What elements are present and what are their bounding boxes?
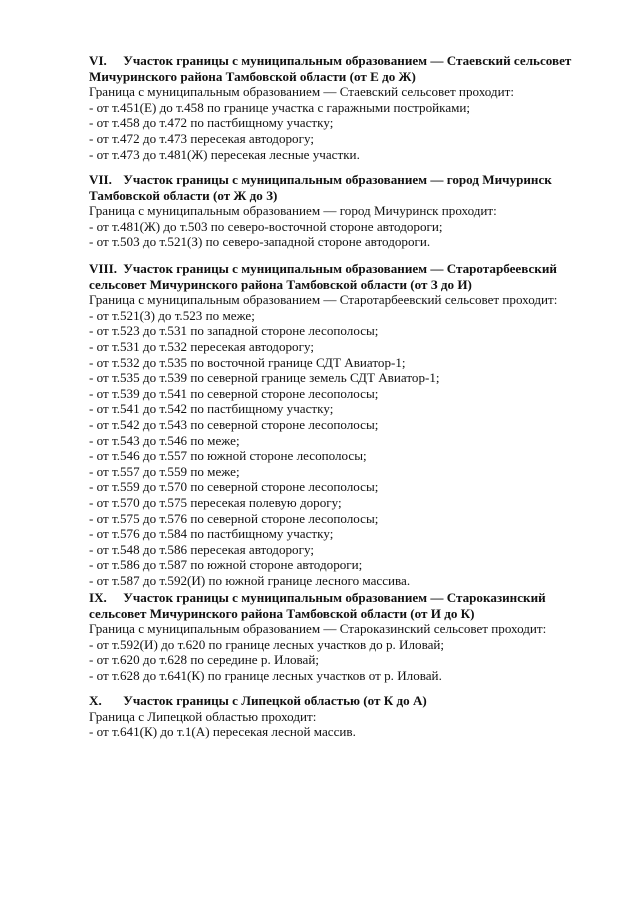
boundary-item: - от т.535 до т.539 по северной границе земель СДТ Авиатор-1; [89,370,440,386]
section-vi [89,53,589,162]
section-title-continued: Мичуринского района Тамбовской области (от Е до Ж) [89,68,416,84]
section-vii [89,172,589,250]
section-intro: Граница с муниципальным образованием — Старотарбеевский сельсовет проходит: [89,292,558,308]
boundary-item: - от т.531 до т.532 пересекая автодорогу; [89,338,314,354]
section-number: X. [89,693,102,708]
boundary-item: - от т.543 до т.546 по меже; [89,432,240,448]
section-number: VII. [89,172,112,187]
section-title-continued: сельсовет Мичуринского района Тамбовской области (от И до К) [89,605,475,621]
boundary-item: - от т.503 до т.521(З) по северо-западной стороне автодороги. [89,234,431,250]
boundary-item: - от т.541 до т.542 по пастбищному участку; [89,401,334,417]
boundary-item: - от т.532 до т.535 по восточной границе СДТ Авиатор-1; [89,354,406,370]
boundary-item: - от т.539 до т.541 по северной стороне лесополосы; [89,385,379,401]
boundary-item: - от т.481(Ж) до т.503 по северо-восточной стороне автодороги; [89,218,443,234]
boundary-item: - от т.451(Е) до т.458 по границе участка с гаражными постройками; [89,99,471,115]
boundary-item: - от т.548 до т.586 пересекая автодорогу; [89,541,314,557]
boundary-item: - от т.570 до т.575 пересекая полевую дорогу; [89,494,342,510]
section-title: Участок границы с муниципальным образованием — город Мичуринск [123,172,552,187]
boundary-item: - от т.559 до т.570 по северной стороне лесополосы; [89,479,379,495]
boundary-item: - от т.586 до т.587 по южной стороне автодороги; [89,557,363,573]
boundary-item: - от т.575 до т.576 по северной стороне лесополосы; [89,510,379,526]
section-intro: Граница с муниципальным образованием — город Мичуринск проходит: [89,203,497,219]
section-intro: Граница с муниципальным образованием — Староказинский сельсовет проходит: [89,621,547,637]
section-number: IX. [89,590,107,605]
boundary-item: - от т.641(К) до т.1(А) пересекая лесной массив. [89,724,356,740]
section-title: Участок границы с муниципальным образованием — Старотарбеевский [123,261,557,276]
boundary-item: - от т.458 до т.472 по пастбищному участку; [89,115,334,131]
section-heading [89,261,589,277]
boundary-item: - от т.576 до т.584 по пастбищному участку; [89,526,334,542]
section-heading [89,172,589,188]
boundary-item: - от т.587 до т.592(И) по южной границе лесного массива. [89,572,411,588]
section-ix [89,590,589,684]
section-title-continued: Тамбовской области (от Ж до З) [89,187,278,203]
boundary-item: - от т.592(И) до т.620 по границе лесных участков до р. Иловай; [89,636,445,652]
section-intro: Граница с муниципальным образованием — Стаевский сельсовет проходит: [89,84,514,100]
section-viii [89,261,589,588]
boundary-item: - от т.620 до т.628 по середине р. Иловай; [89,652,319,668]
boundary-item: - от т.472 до т.473 пересекая автодорогу; [89,130,314,146]
section-heading [89,590,589,606]
boundary-item: - от т.542 до т.543 по северной стороне лесополосы; [89,416,379,432]
section-title: Участок границы с муниципальным образованием — Стаевский сельсовет [123,53,572,68]
section-number: VI. [89,53,107,68]
section-number: VIII. [89,261,118,276]
boundary-item: - от т.473 до т.481(Ж) пересекая лесные участки. [89,146,360,162]
section-title: Участок границы с муниципальным образованием — Староказинский [123,590,546,605]
section-x [89,693,589,740]
boundary-item: - от т.523 до т.531 по западной стороне лесополосы; [89,323,379,339]
section-title-continued: сельсовет Мичуринского района Тамбовской области (от З до И) [89,276,472,292]
section-heading [89,693,589,709]
boundary-item: - от т.521(З) до т.523 по меже; [89,307,255,323]
section-intro: Граница с Липецкой областью проходит: [89,708,317,724]
section-heading [89,53,589,69]
boundary-item: - от т.546 до т.557 по южной стороне лесополосы; [89,448,367,464]
section-title: Участок границы с Липецкой областью (от К до А) [123,693,427,708]
boundary-item: - от т.557 до т.559 по меже; [89,463,240,479]
boundary-item: - от т.628 до т.641(К) по границе лесных участков от р. Иловай. [89,667,442,683]
